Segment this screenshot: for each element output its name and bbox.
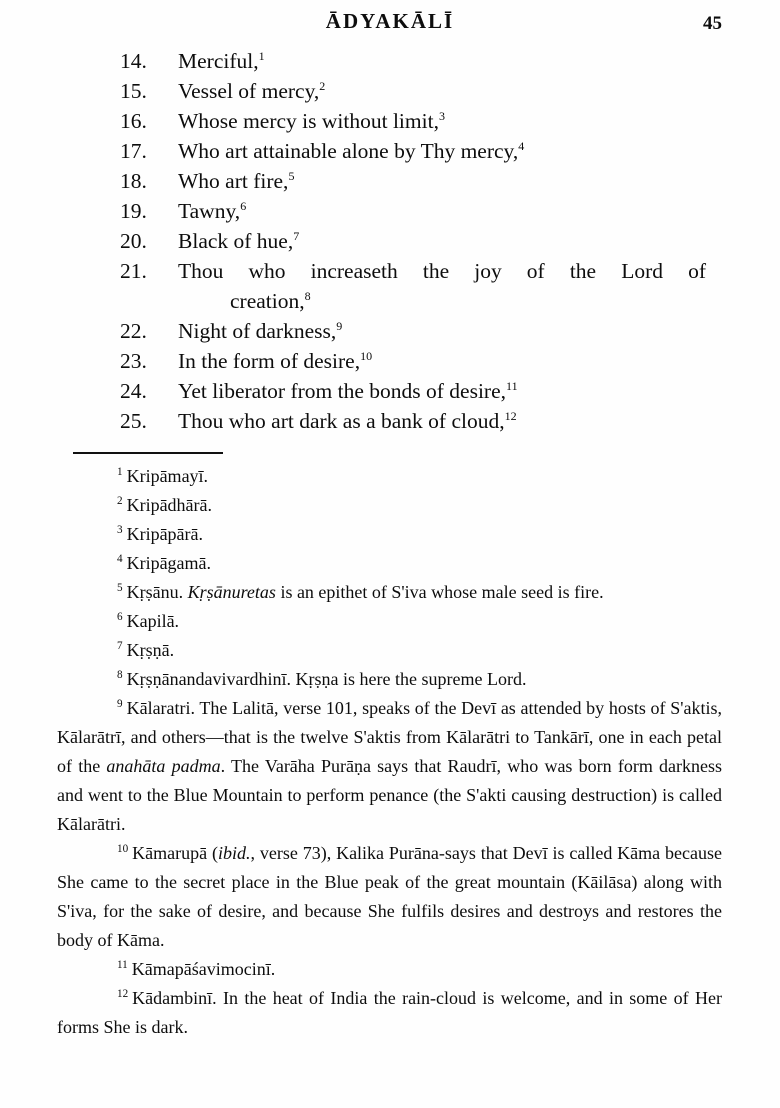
page-title: ĀDYAKĀLĪ xyxy=(325,9,455,33)
epithet-item xyxy=(0,346,780,376)
epithet-continuation-text: creation,$^8$ xyxy=(230,288,311,313)
epithet-number: 19. xyxy=(120,199,147,223)
footnote-text: is an epithet of S'iva whose male seed is fire. xyxy=(275,582,604,602)
epithet-text: Thou who increaseth the joy of the Lord of xyxy=(178,259,706,283)
epithet-number: 16. xyxy=(120,109,147,133)
footnote xyxy=(57,607,722,636)
footnote-marker: 5 xyxy=(117,582,123,594)
footnote-marker: 8 xyxy=(117,669,123,681)
epithet-item xyxy=(0,376,780,406)
epithet-number: 15. xyxy=(120,79,147,103)
epithet-item xyxy=(0,76,780,106)
footnote-reference[interactable]: 5 xyxy=(288,168,295,183)
footnote-marker: 9 xyxy=(117,698,123,710)
epithet-number: 18. xyxy=(120,169,147,193)
footnote-reference[interactable]: 6 xyxy=(240,198,247,213)
footnote-text: Kālaratri. The Lalitā, verse 101, speaks of the Devī as attended by hosts of S'aktis, Kālarātrī, and others—that is the twelve S'aktis from Kālarātri to Tankārī, one in each petal of the xyxy=(57,698,722,776)
epithet-text: Yet liberator from the bonds of desire,$^{11}$ xyxy=(178,378,518,403)
epithet-continuation-line xyxy=(0,286,780,316)
epithet-number: 17. xyxy=(120,139,147,163)
epithet-item xyxy=(0,166,780,196)
epithet-item xyxy=(0,46,780,76)
footnote-marker: 11 xyxy=(117,959,128,971)
footnote-reference[interactable]: 8 xyxy=(304,288,311,303)
epithet-list xyxy=(0,46,780,436)
footnote-reference[interactable]: 2 xyxy=(319,78,326,93)
epithet-text: Who art attainable alone by Thy mercy,$^4$ xyxy=(178,138,525,163)
footnote-text: , verse 73), Kalika Purāna-says that Devī is called Kāma because She came to the secret place in the Blue peak of the great mountain (Kāilāsa) along with S'iva, for the sake of desire, and because She fulfils desires and destroys and restores the body of Kāma. xyxy=(57,843,722,950)
footnote-text: Kāmarupā ( xyxy=(132,843,218,863)
epithet-item xyxy=(0,106,780,136)
footnote-reference[interactable]: 3 xyxy=(438,108,445,123)
footnote-marker: 2 xyxy=(117,495,123,507)
epithet-text: In the form of desire,$^{10}$ xyxy=(178,348,373,373)
footnote xyxy=(57,665,722,694)
footnote-marker: 4 xyxy=(117,553,123,565)
footnote xyxy=(57,839,722,955)
epithet-text: Black of hue,$^7$ xyxy=(178,228,300,253)
footnote-text: Kādambinī. In the heat of India the rain-cloud is welcome, and in some of Her forms She is dark. xyxy=(57,988,722,1037)
epithet-item xyxy=(0,406,780,436)
footnote xyxy=(57,636,722,665)
epithet-item xyxy=(0,226,780,256)
epithet-number: 23. xyxy=(120,349,147,373)
epithet-number: 14. xyxy=(120,49,147,73)
footnote-text: Kripāmayī. xyxy=(126,466,209,486)
epithet-text: Vessel of mercy,$^2$ xyxy=(178,78,326,103)
footnote-reference[interactable]: 11 xyxy=(506,378,518,393)
epithet-number: 20. xyxy=(120,229,147,253)
epithet-text: Thou who art dark as a bank of cloud,$^{12}$ xyxy=(178,408,517,433)
footnote-marker: 10 xyxy=(117,843,129,855)
footnote-reference[interactable]: 10 xyxy=(360,348,373,363)
footnote-reference[interactable]: 12 xyxy=(504,408,517,423)
footnote-reference[interactable]: 9 xyxy=(336,318,343,333)
footnote-marker: 6 xyxy=(117,611,123,623)
running-head xyxy=(0,8,780,42)
footnote xyxy=(57,462,722,491)
footnote-text: Kāmapāśavimocinī. xyxy=(131,959,276,979)
epithet-item xyxy=(0,256,780,286)
footnote xyxy=(57,955,722,984)
footnote-marker: 1 xyxy=(117,466,123,478)
epithet-text: Who art fire,$^5$ xyxy=(178,168,295,193)
footnote xyxy=(57,694,722,839)
footnote-marker: 7 xyxy=(117,640,123,652)
footnote-text: Kripāpārā. xyxy=(126,524,204,544)
footnote xyxy=(57,984,722,1042)
footnote xyxy=(57,491,722,520)
epithet-text: Tawny,$^6$ xyxy=(178,198,247,223)
footnote-text: . The Varāha Purāṇa says that Raudrī, who was born form darkness and went to the Blue Mountain to perform penance (the S'akti causing destruction) is called Kālarātri. xyxy=(57,756,723,834)
footnote xyxy=(57,520,722,549)
footnote-text: Kṛṣṇānandavivardhinī. Kṛṣṇa is here the supreme Lord. xyxy=(126,669,527,689)
page-number: 45 xyxy=(703,13,722,34)
epithet-text: Night of darkness,$^9$ xyxy=(178,318,343,343)
epithet-number: 25. xyxy=(120,409,147,433)
footnote-block xyxy=(57,462,722,1042)
footnote xyxy=(57,549,722,578)
footnote-italic-term: ibid. xyxy=(217,843,251,863)
footnote-separator-rule xyxy=(73,452,223,454)
footnote-text: Kṛṣṇā. xyxy=(126,640,175,660)
footnote-marker: 3 xyxy=(117,524,123,536)
epithet-number: 21. xyxy=(120,259,147,283)
epithet-number: 24. xyxy=(120,379,147,403)
footnote-text: Kripāgamā. xyxy=(126,553,212,573)
footnote-reference[interactable]: 7 xyxy=(293,228,300,243)
footnote-reference[interactable]: 4 xyxy=(518,138,525,153)
footnote xyxy=(57,578,722,607)
footnote-reference[interactable]: 1 xyxy=(258,48,265,63)
footnote-italic-term: Kṛṣānuretas xyxy=(187,582,276,602)
footnote-italic-term: anahāta padma xyxy=(106,756,221,776)
footnote-text: Kripādhārā. xyxy=(126,495,213,515)
epithet-number: 22. xyxy=(120,319,147,343)
epithet-item xyxy=(0,136,780,166)
epithet-text: Whose mercy is without limit,$^3$ xyxy=(178,108,445,133)
epithet-item xyxy=(0,316,780,346)
footnote-text: Kṛṣānu. xyxy=(126,582,188,602)
epithet-text: Merciful,$^1$ xyxy=(178,48,265,73)
footnote-marker: 12 xyxy=(117,988,129,1000)
epithet-item xyxy=(0,196,780,226)
footnote-text: Kapilā. xyxy=(126,611,180,631)
